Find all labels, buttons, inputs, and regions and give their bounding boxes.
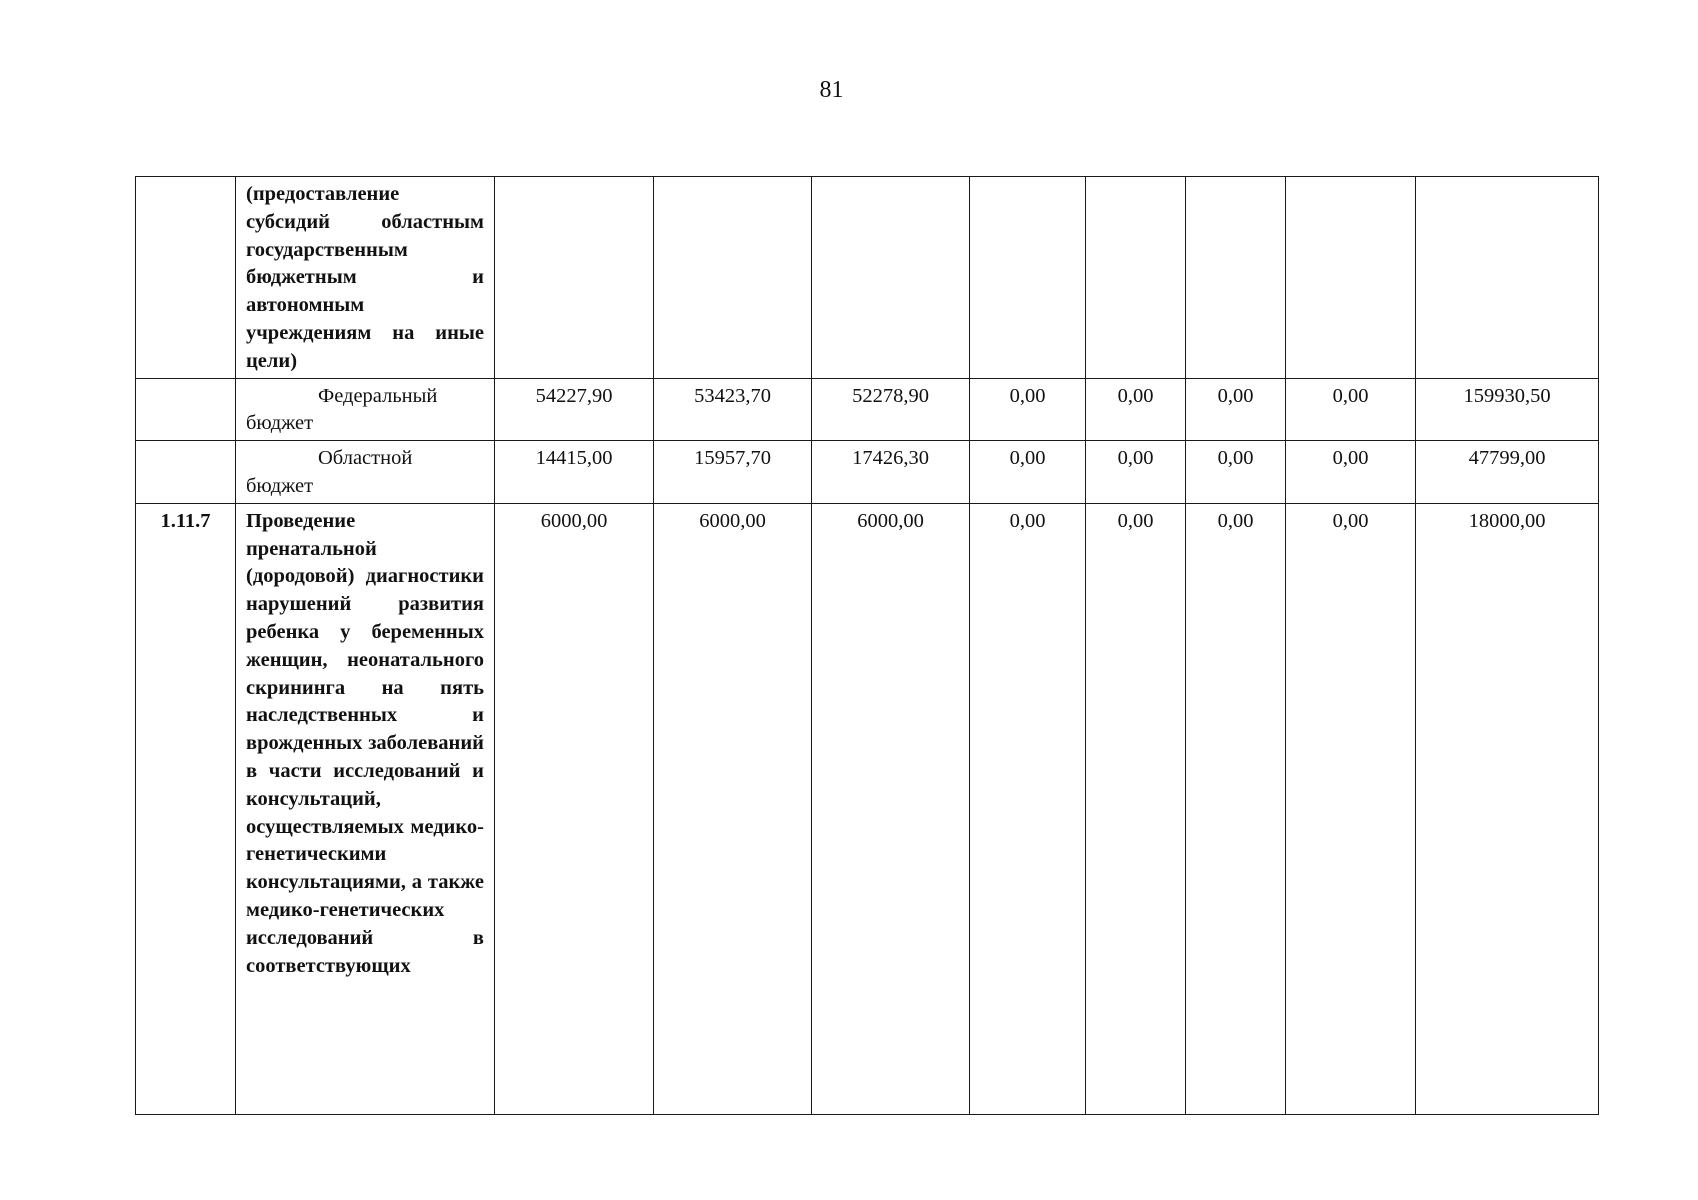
value-cell: 0,00 bbox=[1186, 503, 1286, 1114]
value-cell: 15957,70 bbox=[654, 441, 812, 504]
value-cell: 6000,00 bbox=[654, 503, 812, 1114]
item-code-cell bbox=[136, 441, 236, 504]
value-cell bbox=[970, 177, 1086, 379]
item-description-cell: (предоставление субсидий областным государственным бюджетным и автономным учреждениям на иные цели) bbox=[236, 177, 495, 379]
value-cell: 0,00 bbox=[1286, 441, 1416, 504]
value-cell: 0,00 bbox=[1086, 503, 1186, 1114]
value-cell: 6000,00 bbox=[812, 503, 970, 1114]
value-cell: 6000,00 bbox=[495, 503, 654, 1114]
value-cell bbox=[495, 177, 654, 379]
item-code-cell: 1.11.7 bbox=[136, 503, 236, 1114]
table-row-continuation bbox=[136, 177, 1599, 379]
funding-source-line1: Федеральный bbox=[318, 384, 438, 407]
table-row-regional-budget bbox=[136, 441, 1599, 504]
value-cell bbox=[812, 177, 970, 379]
value-cell: 0,00 bbox=[970, 441, 1086, 504]
value-cell: 0,00 bbox=[1086, 441, 1186, 504]
total-value-cell: 159930,50 bbox=[1416, 378, 1599, 441]
value-cell bbox=[654, 177, 812, 379]
value-cell bbox=[1086, 177, 1186, 379]
value-cell: 0,00 bbox=[1086, 378, 1186, 441]
value-cell: 0,00 bbox=[970, 378, 1086, 441]
table-row-federal-budget bbox=[136, 378, 1599, 441]
item-description-cell: Проведение пренатальной (дородовой) диагностики нарушений развития ребенка у беременных женщин, неонатального скрининга на пять наследственных и врожденных заболеваний в части исследований и консультаций, осуществляемых медико-генетическими консультациями, а также медико-генетических исследований в соответствующих bbox=[236, 503, 495, 1114]
item-code-cell bbox=[136, 378, 236, 441]
value-cell: 54227,90 bbox=[495, 378, 654, 441]
value-cell: 52278,90 bbox=[812, 378, 970, 441]
funding-source-cell bbox=[236, 378, 495, 441]
value-cell: 0,00 bbox=[970, 503, 1086, 1114]
funding-source-line1: Областной bbox=[318, 447, 413, 470]
value-cell: 0,00 bbox=[1286, 378, 1416, 441]
page-number: 81 bbox=[819, 77, 844, 103]
value-cell: 53423,70 bbox=[654, 378, 812, 441]
value-cell: 17426,30 bbox=[812, 441, 970, 504]
value-cell: 0,00 bbox=[1186, 441, 1286, 504]
budget-table bbox=[135, 176, 1599, 1115]
table-row-item bbox=[136, 503, 1599, 1114]
value-cell: 14415,00 bbox=[495, 441, 654, 504]
value-cell bbox=[1186, 177, 1286, 379]
total-value-cell bbox=[1416, 177, 1599, 379]
funding-source-cell bbox=[236, 441, 495, 504]
total-value-cell: 18000,00 bbox=[1416, 503, 1599, 1114]
value-cell bbox=[1286, 177, 1416, 379]
value-cell: 0,00 bbox=[1186, 378, 1286, 441]
value-cell: 0,00 bbox=[1286, 503, 1416, 1114]
funding-source-line2: бюджет bbox=[246, 412, 314, 435]
funding-source-line2: бюджет bbox=[246, 474, 314, 497]
total-value-cell: 47799,00 bbox=[1416, 441, 1599, 504]
item-code-cell bbox=[136, 177, 236, 379]
